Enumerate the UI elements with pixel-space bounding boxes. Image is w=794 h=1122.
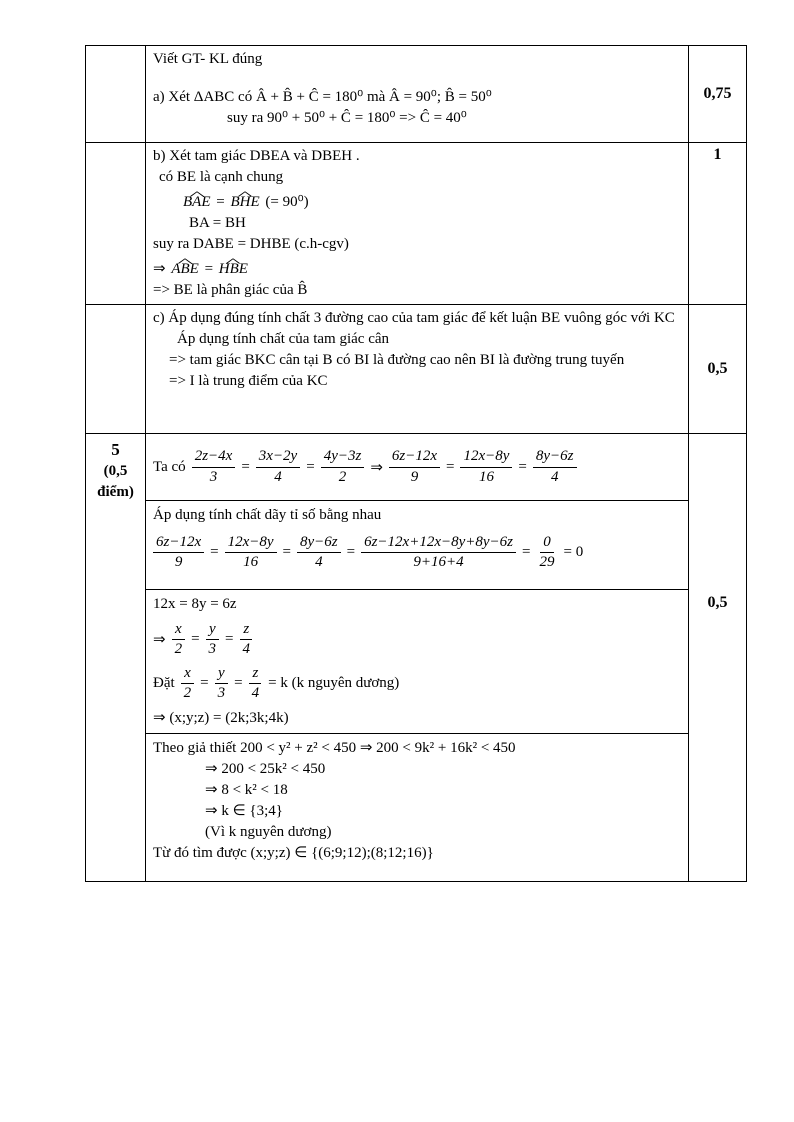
- equals-sign: =: [210, 544, 219, 561]
- fraction-denominator: 2: [174, 641, 183, 658]
- fraction: [192, 448, 236, 486]
- substitution-line: [153, 665, 681, 703]
- equals-sign: =: [522, 544, 531, 561]
- answer-line-b1: b) Xét tam giác DBEA và DBEH .: [153, 148, 360, 164]
- fraction-denominator: 16: [243, 554, 259, 571]
- points-value: 0,75: [703, 85, 732, 102]
- answer-line-b4: BA = BH: [189, 215, 246, 231]
- equals-sign: =: [191, 631, 200, 648]
- step-label: Từ đó tìm được: [153, 845, 247, 861]
- fraction: [321, 448, 365, 486]
- implies-arrow: ⇒: [153, 261, 166, 277]
- fraction-numerator: 6z−12x: [153, 534, 204, 553]
- equals-sign: =: [282, 544, 291, 561]
- gt-kl-line: Viết GT- KL đúng: [153, 51, 263, 67]
- question-number-cell-empty: [86, 46, 146, 142]
- equals-sign: =: [346, 544, 356, 561]
- blank-line: [153, 70, 681, 87]
- widehat-angle-BHE: ^ BHE: [228, 192, 261, 213]
- answer-line-c3: => tam giác BKC cân tại B có BI là đường cao nên BI là đường trung tuyến: [169, 352, 625, 368]
- points-value: 0,5: [707, 360, 728, 377]
- solution-set: (x;y;z) ∈ {(6;9;12);(8;12;16)}: [250, 845, 434, 861]
- fraction: [297, 534, 341, 572]
- equals-sign: =: [204, 261, 214, 277]
- implies-arrow: ⇒: [370, 459, 383, 476]
- answer-line-a2: suy ra 90⁰ + 50⁰ + Ĉ = 180⁰ => Ĉ = 40⁰: [227, 110, 467, 126]
- fraction-numerator: 3x−2y: [256, 448, 300, 467]
- fraction: [181, 665, 195, 703]
- fraction-denominator: 9: [410, 468, 419, 485]
- fraction-denominator: 2: [183, 684, 192, 701]
- solution-step-3: [146, 589, 688, 733]
- step-label: Theo giả thiết: [153, 740, 237, 756]
- fraction: [389, 448, 440, 486]
- fraction-numerator: 8y−6z: [533, 448, 577, 467]
- fraction-denominator: 9+16+4: [413, 554, 464, 571]
- fraction: [215, 665, 229, 703]
- fraction: [533, 448, 577, 486]
- widehat-angle-ABE: ^ ABE: [169, 259, 201, 280]
- answer-line-b3: [153, 192, 681, 213]
- rubric-row-5: [86, 433, 746, 881]
- answer-line-b5: suy ra DABE = DHBE (c.h-cgv): [153, 236, 349, 252]
- fraction-denominator: 4: [242, 641, 251, 658]
- answer-line-b7: => BE là phân giác của B̂: [153, 282, 308, 298]
- equation-line: 12x = 8y = 6z: [153, 596, 237, 612]
- step-label-line: Áp dụng tính chất dãy tỉ số bằng nhau: [153, 507, 382, 523]
- answer-line-c2: Áp dụng tính chất của tam giác cân: [177, 331, 390, 347]
- answer-line-b2: có BE là cạnh chung: [159, 169, 284, 185]
- answer-content-cell-c: [146, 305, 689, 433]
- proportion-line-1: [153, 448, 577, 486]
- final-result-line: [153, 843, 681, 864]
- answer-key-table: [85, 45, 747, 882]
- fraction: [249, 665, 263, 703]
- equals-sign: =: [241, 458, 250, 475]
- fraction: [225, 534, 277, 572]
- inequality-chain: 200 < y² + z² < 450 ⇒ 200 < 9k² + 16k² < 450: [240, 740, 516, 756]
- fraction-denominator: 29: [539, 554, 555, 571]
- equals-sign: =: [234, 674, 243, 691]
- question-number: 5: [111, 440, 120, 459]
- widehat-angle-BAE: ^ BAE: [181, 192, 213, 213]
- solution-step-4: [146, 733, 688, 881]
- fraction-denominator: 2: [338, 468, 347, 485]
- fraction-numerator: 6z−12x+12x−8y+8y−6z: [361, 534, 516, 553]
- fraction-numerator: y: [206, 621, 219, 640]
- points-cell-a: [689, 46, 746, 142]
- ratio-line: [153, 621, 681, 659]
- step-label: Đặt: [153, 674, 175, 691]
- answer-content-cell-5: [146, 434, 689, 881]
- fraction: [256, 448, 300, 486]
- fraction: [153, 534, 204, 572]
- inequality-line: ⇒ 200 < 25k² < 450: [205, 761, 326, 777]
- fraction: [536, 534, 557, 572]
- fraction-numerator: 12x−8y: [460, 448, 512, 467]
- question-number-cell-empty: [86, 305, 146, 433]
- answer-line-a1: a) Xét ΔABC có Â + B̂ + Ĉ = 180⁰ mà Â = 90⁰; B̂ = 50⁰: [153, 89, 492, 105]
- fraction-numerator: 4y−3z: [321, 448, 365, 467]
- rubric-row-c: [86, 304, 746, 433]
- rubric-row-a: [86, 46, 746, 142]
- fraction-denominator: 4: [315, 554, 323, 571]
- angle-value: (= 90⁰): [265, 194, 309, 210]
- fraction-numerator: 0: [540, 534, 554, 553]
- points-cell-5: [689, 434, 746, 881]
- fraction-numerator: z: [240, 621, 252, 640]
- fraction-numerator: 6z−12x: [389, 448, 440, 467]
- question-points-label: (0,5 điểm): [97, 463, 134, 500]
- step-label: Ta có: [153, 458, 186, 475]
- fraction-denominator: 9: [174, 554, 183, 571]
- fraction-numerator: 8y−6z: [297, 534, 341, 553]
- points-cell-b: [689, 143, 746, 304]
- answer-content-cell-b: [146, 143, 689, 304]
- fraction: [206, 621, 220, 659]
- rubric-row-b: [86, 142, 746, 304]
- question-number-cell-empty: [86, 143, 146, 304]
- fraction-numerator: x: [181, 665, 194, 684]
- solution-step-2: [146, 500, 688, 589]
- inequality-line: ⇒ 8 < k² < 18: [205, 782, 288, 798]
- equals-sign: =: [446, 458, 455, 475]
- fraction-numerator: 2z−4x: [192, 448, 236, 467]
- points-cell-c: [689, 305, 746, 433]
- widehat-angle-HBE: ^ HBE: [217, 259, 250, 280]
- fraction-numerator: x: [172, 621, 185, 640]
- substitution-tail: = k (k nguyên dương): [268, 674, 400, 691]
- equals-sign: =: [518, 458, 527, 475]
- triple-result-line: ⇒ (x;y;z) = (2k;3k;4k): [153, 710, 289, 726]
- equals-sign: =: [216, 194, 225, 210]
- answer-line-c1: c) Áp dụng đúng tính chất 3 đường cao của tam giác để kết luận BE vuông góc với KC: [153, 310, 675, 326]
- equals-sign: =: [200, 674, 209, 691]
- points-value: 1: [713, 146, 722, 163]
- hypothesis-line: [153, 738, 681, 759]
- equals-sign: =: [306, 458, 315, 475]
- result-value: = 0: [563, 544, 584, 561]
- fraction: [172, 621, 186, 659]
- fraction-denominator: 3: [208, 641, 217, 658]
- proportion-line-2: [153, 534, 681, 572]
- fraction-denominator: 4: [550, 468, 559, 485]
- fraction: [361, 534, 516, 572]
- fraction-numerator: z: [249, 665, 261, 684]
- answer-content-cell-a: [146, 46, 689, 142]
- solution-step-1: [146, 434, 688, 500]
- fraction-denominator: 3: [209, 468, 218, 485]
- answer-line-b6: [153, 259, 681, 280]
- fraction-denominator: 4: [274, 468, 282, 485]
- fraction-denominator: 16: [478, 468, 494, 485]
- k-set-line: ⇒ k ∈ {3;4}: [205, 803, 283, 819]
- fraction-denominator: 3: [217, 684, 226, 701]
- answer-line-c4: => I là trung điểm của KC: [169, 373, 328, 389]
- question-number-cell-5: [86, 434, 146, 881]
- fraction-denominator: 4: [251, 684, 260, 701]
- note-line: (Vì k nguyên dương): [205, 824, 332, 840]
- equals-sign: =: [225, 631, 234, 648]
- fraction: [240, 621, 254, 659]
- fraction: [460, 448, 512, 486]
- fraction-numerator: 12x−8y: [225, 534, 277, 553]
- points-value: 0,5: [707, 594, 728, 611]
- fraction-numerator: y: [215, 665, 228, 684]
- implies-arrow: ⇒: [153, 632, 166, 649]
